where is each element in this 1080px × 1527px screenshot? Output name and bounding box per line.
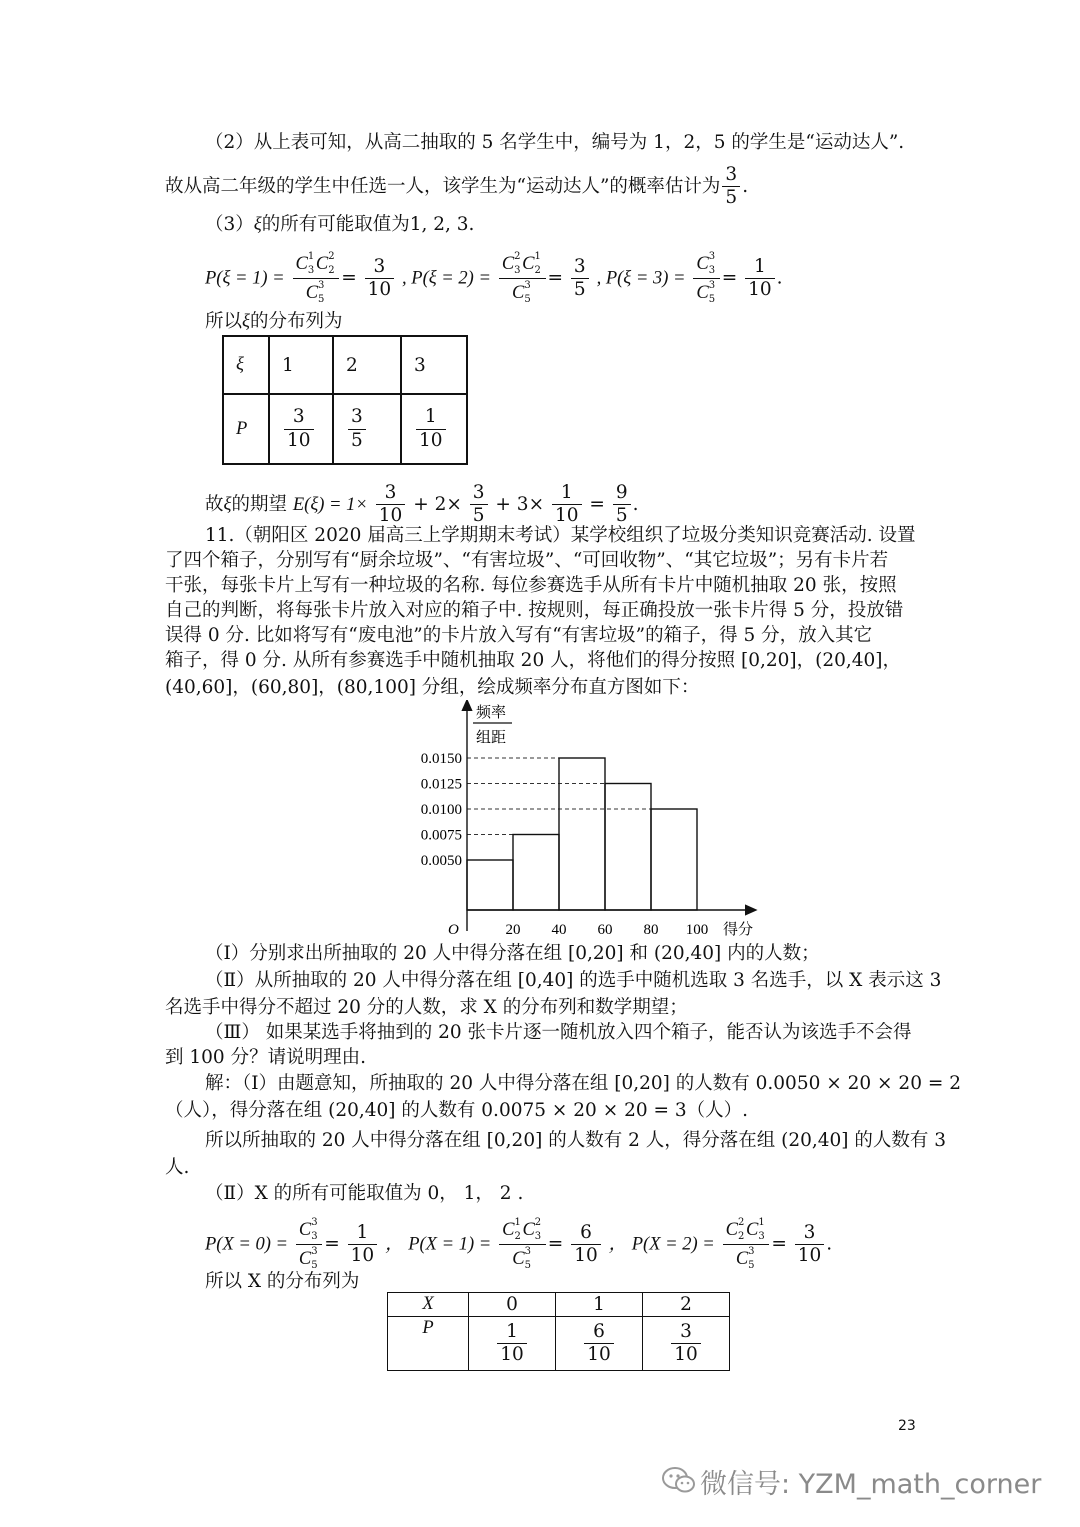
part3-prob-line: P(ξ = 1) = C 1 3 C 2 2 C 3 5 = $\frac{3}{10}$ , P(ξ = 2) = C 2 3 C 1 2 C 3 5 = $\frac{3}{5}$ , P(ξ = 3) = C 3 3 C 3 5 = $\frac{1}{10}$ . (205, 251, 783, 305)
period: . (742, 175, 749, 197)
histogram-bar (559, 758, 605, 910)
exp-res-num: 9 (613, 482, 631, 505)
p2-num: 3 (571, 256, 589, 279)
t1-p2 (401, 394, 467, 464)
p3-lhs: , P(ξ = 3) = (596, 268, 686, 289)
y-tick-label: 0.0075 (420, 827, 462, 844)
t2-h0: X (388, 1293, 469, 1317)
exp-mid: 的期望 (231, 493, 287, 515)
t2-p0 (469, 1317, 556, 1371)
distribution-table-x (387, 1292, 730, 1371)
part2-line1: （2）从上表可知，从高二抽取的 5 名学生中，编号为 1，2，5 的学生是“运动达人”. (205, 132, 905, 153)
exp-eq: = (589, 493, 605, 515)
exp-f1 (376, 482, 406, 528)
frequency-histogram (410, 700, 770, 940)
ylabel-den: 组距 (476, 730, 507, 746)
frac-den: 5 (725, 187, 738, 209)
part3-line1 (205, 213, 474, 237)
watermark: 微信号: YZM_math_corner (700, 1469, 1042, 1500)
wechat-icon (661, 1465, 697, 1495)
dist-label-2: 所以 X 的分布列为 (205, 1271, 360, 1292)
p11-line-3: 自己的判断，将每张卡片放入对应的箱子中. 按规则，每正确投放一张卡片得 5 分，投放错 (165, 600, 904, 621)
xi-symbol: ξ (242, 312, 250, 332)
t1-h2: 2 (333, 336, 401, 394)
t2-p2-den: 10 (674, 1344, 698, 1365)
t1-h3: 3 (401, 336, 467, 394)
y-tick-label: 0.0100 (420, 802, 462, 818)
t2-p0-den: 10 (500, 1344, 524, 1365)
p1-num: 3 (365, 256, 395, 279)
exp-prefix: 故 (205, 493, 224, 515)
histogram-bar (467, 860, 513, 910)
p11-line-5: 箱子，得 0 分. 从所有参赛选手中随机抽取 20 人，将他们的得分按照 [0,20]，(20,40]， (165, 650, 902, 671)
p11-line-4: 误得 0 分. 比如将写有“废电池”的卡片放入写有“有害垃圾”的箱子，得 5 分，放入其它 (165, 625, 873, 646)
xi-symbol: ξ (223, 494, 232, 515)
histogram-bar (651, 809, 697, 910)
px2-den: 10 (797, 1245, 822, 1266)
t2-h1: 0 (469, 1293, 556, 1317)
t2-p1-den: 10 (587, 1344, 611, 1365)
y-tick-label: 0.0125 (420, 776, 462, 793)
x-tick-label: 40 (551, 922, 567, 938)
px2-lhs: ， P(X = 2) = (608, 1234, 715, 1255)
exp-f3-den: 10 (554, 505, 579, 527)
histogram-bar (513, 835, 559, 911)
part3-suffix: 的所有可能取值为1, 2, 3. (261, 214, 475, 235)
expectation-line: 故ξ的期望 E(ξ) = 1× $\frac{3}{10}$ + 2× $\frac{3}{5}$ + 3× $\frac{1}{10}$ = $\frac{9}{5}$ . (205, 482, 639, 527)
solution-2a: （Ⅱ）X 的所有可能取值为 0， 1， 2 . (205, 1183, 524, 1204)
x-tick-label: 20 (505, 922, 521, 938)
exp-f1-num: 3 (376, 482, 406, 505)
x-tick-label: 100 (685, 922, 709, 938)
exp-res-den: 5 (615, 505, 628, 527)
px0-lhs: P(X = 0) = (205, 1234, 289, 1255)
frac-num: 3 (722, 164, 740, 187)
part3-prefix: （3） (205, 214, 254, 235)
solution-1b: （人），得分落在组 (20,40] 的人数有 0.0075 × 20 × 20 = 3（人）. (165, 1100, 749, 1121)
exp-f2-num: 3 (470, 482, 488, 505)
dist-suffix: 的分布列为 (249, 311, 343, 332)
p3-fraction (745, 256, 775, 302)
ylabel-num: 频率 (476, 705, 507, 721)
p2-fraction (571, 256, 589, 302)
t1-p0 (269, 394, 333, 464)
page-number: 23 (898, 1418, 916, 1434)
p11-line-1: 了四个箱子，分别写有“厨余垃圾”、“有害垃圾”、“可回收物”、“其它垃圾”；另有卡片若 (165, 550, 889, 571)
t1-p2-den: 10 (419, 429, 443, 451)
p1-lhs: P(ξ = 1) = (205, 268, 285, 289)
y-tick-label: 0.0150 (420, 751, 462, 767)
solution-1d: 人. (165, 1157, 190, 1178)
origin-label: O (448, 922, 459, 938)
t1-p2-num: 1 (416, 406, 446, 429)
t1-h0: ξ (223, 336, 269, 394)
exp-t2: + 2× (413, 493, 462, 515)
px0-comb: C 3 3 C 3 5 (296, 1216, 322, 1273)
exp-f1-den: 10 (378, 505, 403, 527)
px1-lhs: ， P(X = 1) = (385, 1234, 492, 1255)
exp-t3: + 3× (495, 493, 545, 515)
question-2a: （Ⅱ）从所抽取的 20 人中得分落在组 [0,40] 的选手中随机选取 3 名选手，以 X 表示这 3 (205, 970, 942, 991)
solution-1c: 所以所抽取的 20 人中得分落在组 [0,20] 的人数有 2 人，得分落在组 (20,40] 的人数有 3 (205, 1130, 947, 1151)
y-tick-label: 0.0050 (420, 853, 462, 869)
t2-p2 (643, 1317, 730, 1371)
p3-num: 1 (745, 256, 775, 279)
px0-fraction (348, 1222, 378, 1268)
t2-p-label: P (388, 1317, 469, 1371)
p11-line-0: 11.（朝阳区 2020 届高三上学期期末考试）某学校组织了垃圾分类知识竞赛活动. 设置 (205, 525, 916, 546)
t2-h3: 2 (643, 1293, 730, 1317)
exp-f3-num: 1 (552, 482, 582, 505)
px0-num: 1 (348, 1222, 378, 1245)
p2-den: 5 (573, 279, 586, 300)
px2-comb: C 2 2 C 1 3 C 3 5 (723, 1216, 770, 1273)
dist-label-1 (205, 310, 342, 334)
t2-p0-num: 1 (497, 1321, 527, 1344)
question-3b: 到 100 分？请说明理由. (165, 1047, 366, 1068)
part2-line2 (165, 164, 748, 210)
dist-prefix: 所以 (205, 311, 243, 332)
t2-p1 (556, 1317, 643, 1371)
t1-p1 (333, 394, 401, 464)
question-3a: （Ⅲ） 如果某选手将抽到的 20 张卡片逐一随机放入四个箱子，能否认为该选手不会得 (205, 1022, 912, 1043)
distribution-table-xi (222, 335, 468, 465)
xlabel: 得分 (723, 922, 754, 938)
px0-den: 10 (350, 1245, 375, 1266)
p3-den: 10 (748, 279, 772, 300)
comb-fraction-2: C 2 3 C 1 2 C 3 5 (499, 250, 546, 307)
exp-f3 (552, 482, 582, 528)
px2-fraction (795, 1222, 825, 1268)
t1-h1: 1 (269, 336, 333, 394)
exp-lhs: E(ξ) = 1× (292, 494, 368, 515)
px2-num: 3 (795, 1222, 825, 1245)
part2-text: 故从高二年级的学生中任选一人，该学生为“运动达人”的概率估计为 (165, 175, 721, 197)
t1-p0-den: 10 (287, 429, 311, 451)
px1-num: 6 (571, 1222, 601, 1245)
t1-p1-den: 5 (351, 429, 363, 451)
exp-result (613, 482, 631, 528)
p1-fraction (365, 256, 395, 302)
question-2b: 名选手中得分不超过 20 分的人数，求 X 的分布列和数学期望； (165, 997, 688, 1018)
t1-p0-num: 3 (284, 406, 314, 429)
p2-lhs: , P(ξ = 2) = (402, 268, 491, 289)
t2-p2-num: 3 (671, 1321, 701, 1344)
comb-fraction-3: C 3 3 C 3 5 (693, 250, 719, 307)
t1-p-label: P (223, 394, 269, 464)
x-tick-label: 80 (643, 922, 659, 938)
p11-line-6: (40,60]，(60,80]，(80,100] 分组，绘成频率分布直方图如下： (165, 677, 700, 698)
exp-f2-den: 5 (472, 505, 485, 527)
histogram-bar (605, 784, 651, 911)
px-line: P(X = 0) = C 3 3 C 3 5 = $\frac{1}{10}$ ， P(X = 1) = C 1 2 C 2 3 C 3 5 = $\frac{6}{10}$ ， P(X = 2) = C 2 2 C 1 3 C 3 5 = $\frac{3}{10}$ . (205, 1217, 833, 1271)
t2-p1-num: 6 (584, 1321, 614, 1344)
solution-1a: 解：（Ⅰ）由题意知，所抽取的 20 人中得分落在组 [0,20] 的人数有 0.0050 × 20 × 20 = 2 (205, 1073, 961, 1094)
p1-den: 10 (367, 279, 392, 300)
comb-fraction-1: C 1 3 C 2 2 C 3 5 (293, 250, 340, 307)
question-1: （Ⅰ）分别求出所抽取的 20 人中得分落在组 [0,20] 和 (20,40] 内的人数； (205, 943, 820, 964)
exp-f2 (470, 482, 488, 528)
x-tick-label: 60 (597, 922, 613, 938)
px1-fraction (571, 1222, 601, 1268)
px1-comb: C 1 2 C 2 3 C 3 5 (499, 1216, 546, 1273)
t2-h2: 1 (556, 1293, 643, 1317)
p11-line-2: 干张，每张卡片上写有一种垃圾的名称. 每位参赛选手从所有卡片中随机抽取 20 张，按照 (165, 575, 897, 596)
px1-den: 10 (574, 1245, 598, 1266)
xi-symbol: ξ (253, 215, 262, 235)
prob-fraction (722, 164, 740, 210)
t1-p1-num: 3 (348, 406, 366, 429)
